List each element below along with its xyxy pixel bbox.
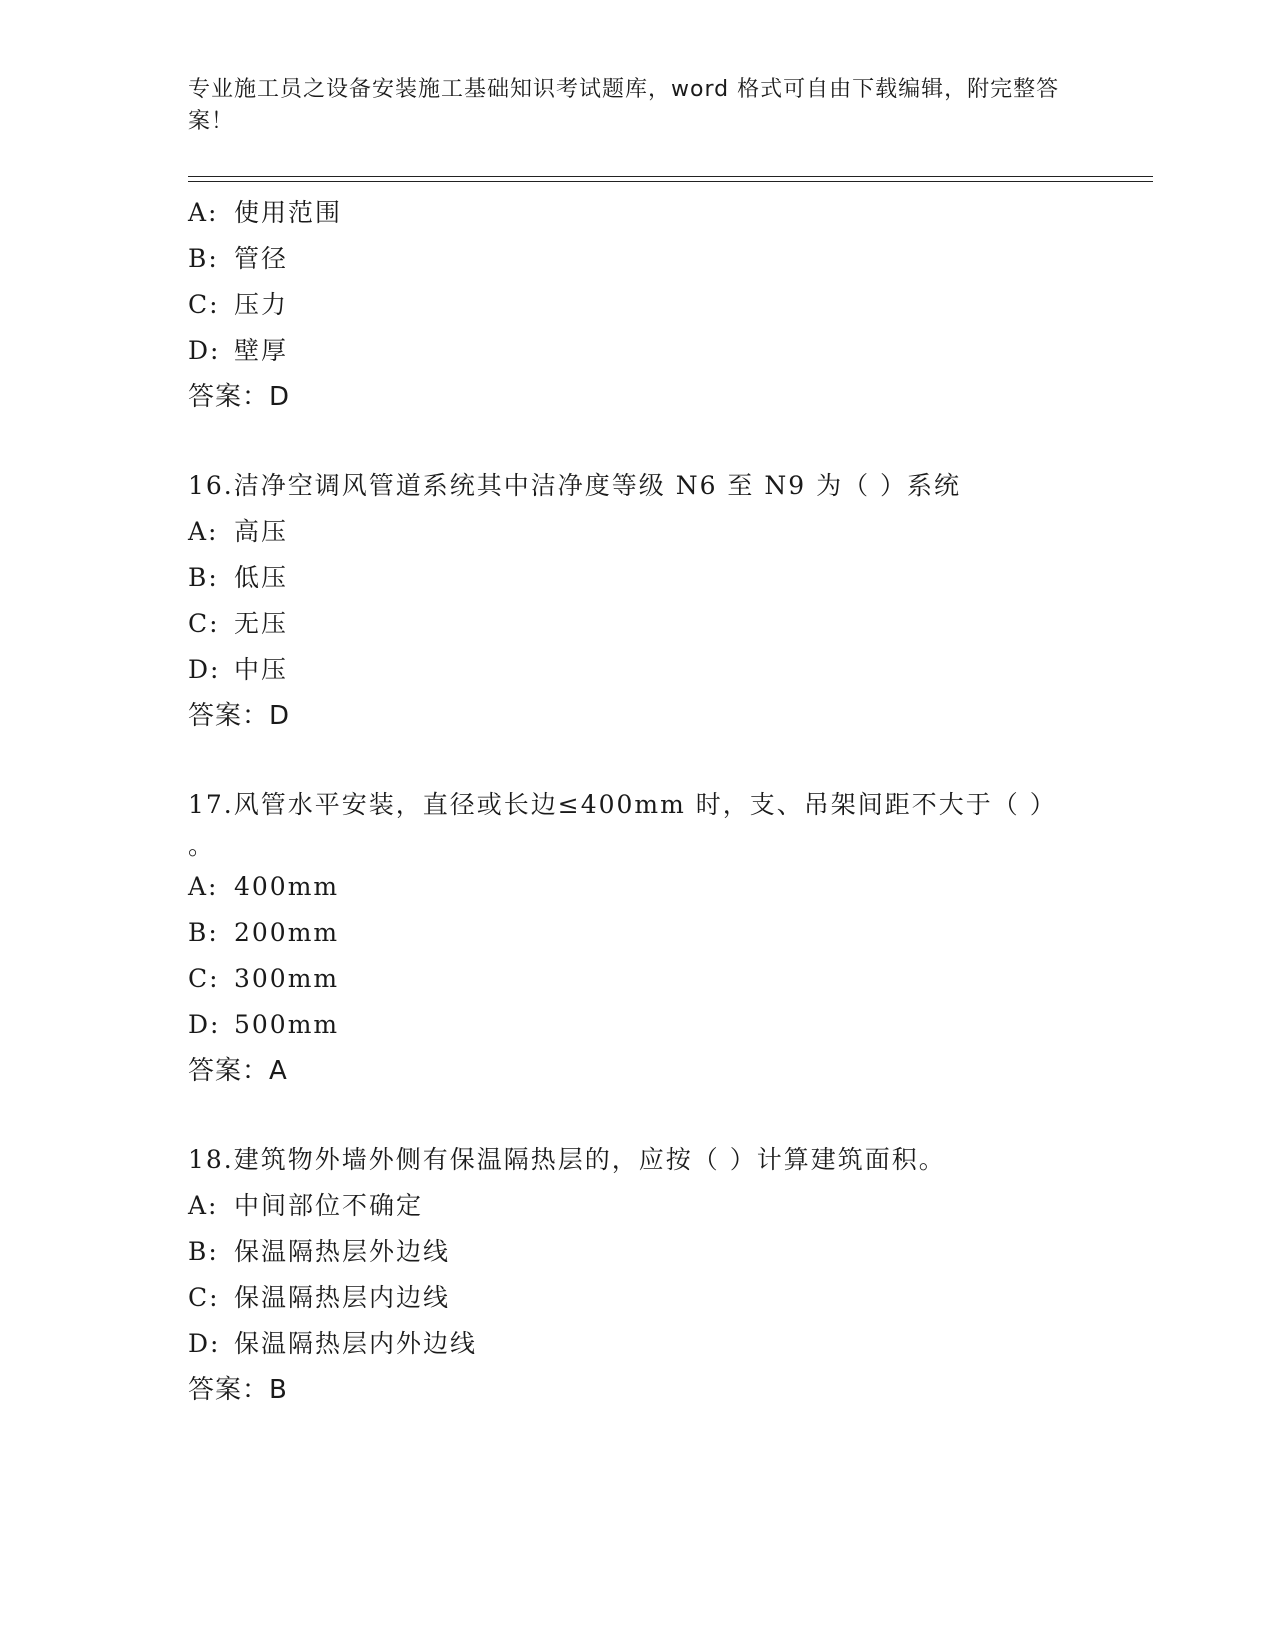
option-text: 压力 bbox=[234, 290, 289, 319]
answer-line: 答案：D bbox=[188, 701, 291, 731]
header-text: 专业施工员之设备安装施工基础知识考试题库，word 格式可自由下载编辑，附完整答案！ bbox=[188, 77, 1060, 134]
option-letter: B: bbox=[188, 1237, 219, 1266]
option-letter: C: bbox=[188, 1283, 220, 1312]
option-text: 保温隔热层内外边线 bbox=[234, 1329, 478, 1358]
option-text: 中压 bbox=[234, 655, 289, 684]
option-text: 400mm bbox=[234, 872, 340, 901]
option-c bbox=[188, 282, 1153, 328]
option-text: 保温隔热层外边线 bbox=[234, 1237, 451, 1266]
option-text: 500mm bbox=[234, 1010, 340, 1039]
option-text: 壁厚 bbox=[234, 336, 289, 365]
option-b bbox=[188, 236, 1153, 282]
answer-line: 答案：B bbox=[188, 1375, 288, 1405]
option-text: 高压 bbox=[234, 517, 289, 546]
option-letter: B: bbox=[188, 244, 219, 273]
option-c bbox=[188, 601, 1153, 647]
option-text: 无压 bbox=[234, 609, 289, 638]
option-a bbox=[188, 864, 1153, 910]
option-letter: A: bbox=[188, 1191, 219, 1220]
option-letter: A: bbox=[188, 872, 219, 901]
spacer bbox=[188, 739, 1153, 782]
question-text-continuation: 。 bbox=[188, 831, 216, 860]
option-text: 200mm bbox=[234, 918, 340, 947]
question-block-17 bbox=[188, 782, 1153, 1094]
question-list bbox=[188, 190, 1153, 1413]
option-letter: D: bbox=[188, 1010, 221, 1039]
option-a bbox=[188, 509, 1153, 555]
option-letter: C: bbox=[188, 964, 220, 993]
option-d bbox=[188, 647, 1153, 693]
option-c bbox=[188, 1275, 1153, 1321]
option-text: 中间部位不确定 bbox=[234, 1191, 424, 1220]
option-letter: D: bbox=[188, 1329, 221, 1358]
answer-line: 答案：A bbox=[188, 1056, 288, 1086]
option-letter: D: bbox=[188, 655, 221, 684]
question-block-16 bbox=[188, 463, 1153, 739]
option-b bbox=[188, 555, 1153, 601]
header-rule-bottom bbox=[188, 181, 1153, 182]
header-rule-top bbox=[188, 176, 1153, 177]
option-letter: B: bbox=[188, 563, 219, 592]
option-letter: C: bbox=[188, 290, 220, 319]
option-letter: D: bbox=[188, 336, 221, 365]
question-text: 18.建筑物外墙外侧有保温隔热层的，应按（ ）计算建筑面积。 bbox=[188, 1145, 946, 1174]
spacer bbox=[188, 420, 1153, 463]
question-block-15 bbox=[188, 190, 1153, 420]
option-text: 使用范围 bbox=[234, 198, 343, 227]
spacer bbox=[188, 1094, 1153, 1137]
option-text: 300mm bbox=[234, 964, 340, 993]
option-letter: A: bbox=[188, 517, 219, 546]
question-text: 16.洁净空调风管道系统其中洁净度等级 N6 至 N9 为（ ）系统 bbox=[188, 471, 962, 500]
question-text: 17.风管水平安装，直径或长边≤400mm 时，支、吊架间距不大于（ ） bbox=[188, 790, 1057, 819]
option-c bbox=[188, 956, 1153, 1002]
option-text: 低压 bbox=[234, 563, 289, 592]
option-b bbox=[188, 1229, 1153, 1275]
question-block-18 bbox=[188, 1137, 1153, 1413]
option-d bbox=[188, 1321, 1153, 1367]
option-d bbox=[188, 328, 1153, 374]
option-text: 保温隔热层内边线 bbox=[234, 1283, 451, 1312]
option-a bbox=[188, 190, 1153, 236]
option-letter: A: bbox=[188, 198, 219, 227]
option-letter: B: bbox=[188, 918, 219, 947]
option-a bbox=[188, 1183, 1153, 1229]
option-text: 管径 bbox=[234, 244, 289, 273]
document-header bbox=[188, 74, 1068, 138]
option-d bbox=[188, 1002, 1153, 1048]
answer-line: 答案：D bbox=[188, 382, 291, 412]
option-b bbox=[188, 910, 1153, 956]
option-letter: C: bbox=[188, 609, 220, 638]
